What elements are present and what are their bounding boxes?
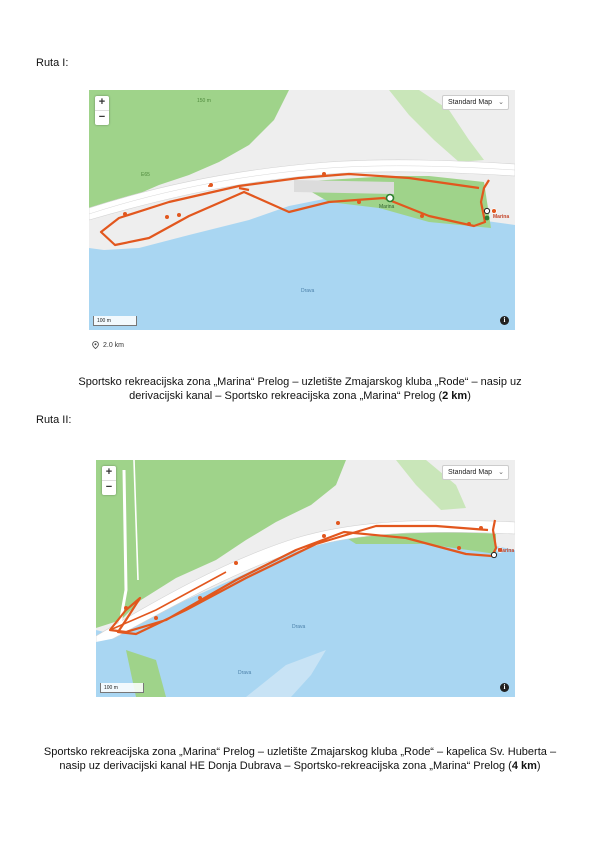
route-1-caption-end: ) [467, 390, 471, 402]
map-style-label: Standard Map [448, 469, 492, 476]
map-style-select[interactable] [442, 465, 509, 480]
route-1-caption-text: Sportsko rekreacijska zona „Marina“ Prelog – uzletište Zmajarskog kluba „Rode“ – nasip uz derivacijski kanal – Sportsko rekreacijska zona „Marina“ Prelog ( [78, 376, 522, 402]
info-icon[interactable]: i [500, 316, 509, 325]
route-1-caption [52, 375, 548, 403]
route-1-map[interactable] [89, 90, 515, 330]
route-2-caption-distance: 4 km [511, 760, 537, 772]
contour-label: 150 m [197, 98, 211, 104]
zoom-in-button[interactable]: + [98, 96, 106, 108]
route-2-heading: Ruta II: [36, 414, 72, 426]
zoom-out-button[interactable]: − [95, 110, 109, 125]
route-1-map-canvas [89, 90, 515, 330]
route-2-map[interactable] [96, 460, 515, 697]
river-label: Drava [292, 624, 306, 630]
start-icon[interactable] [485, 216, 490, 221]
marina-label: Marina [379, 204, 395, 210]
route-1-distance [92, 341, 124, 349]
zoom-control [95, 96, 109, 125]
chevron-down-icon: ⌄ [498, 99, 504, 106]
marina-pin-label: Marina [493, 214, 510, 220]
info-icon[interactable]: i [500, 683, 509, 692]
zoom-out-button[interactable]: − [102, 480, 116, 495]
pin-icon [492, 209, 497, 214]
chevron-down-icon: ⌄ [498, 469, 504, 476]
route-2-caption [40, 745, 560, 773]
route-2-map-canvas [96, 460, 515, 697]
river-label: Drava [301, 288, 315, 294]
location-pin-icon [92, 341, 99, 349]
route-2-caption-end: ) [536, 760, 541, 772]
finish-icon[interactable] [491, 552, 496, 557]
route-1-caption-distance: 2 km [442, 390, 468, 402]
scale-bar: 100 m [93, 316, 137, 326]
marina-marker-icon[interactable] [387, 195, 394, 202]
map-style-select[interactable] [442, 95, 509, 110]
scale-bar: 100 m [100, 683, 144, 693]
finish-icon[interactable] [484, 208, 489, 213]
road-label: E65 [141, 172, 150, 178]
marina-pin-label: Marina [498, 548, 515, 554]
distance-value: 2.0 km [103, 341, 125, 349]
zoom-control [102, 466, 116, 495]
zoom-in-button[interactable]: + [105, 466, 113, 478]
route-1-heading: Ruta I: [36, 57, 69, 69]
river-label-secondary: Drava [238, 670, 252, 676]
route-2-caption-text: Sportsko rekreacijska zona „Marina“ Prelog – uzletište Zmajarskog kluba „Rode“ – kapelica Sv. Huberta – nasip uz derivacijski kanal HE Donja Dubrava – Sportsko-rekreacijska zona „Marina“ Prelog ( [43, 746, 557, 772]
map-style-label: Standard Map [448, 99, 492, 106]
